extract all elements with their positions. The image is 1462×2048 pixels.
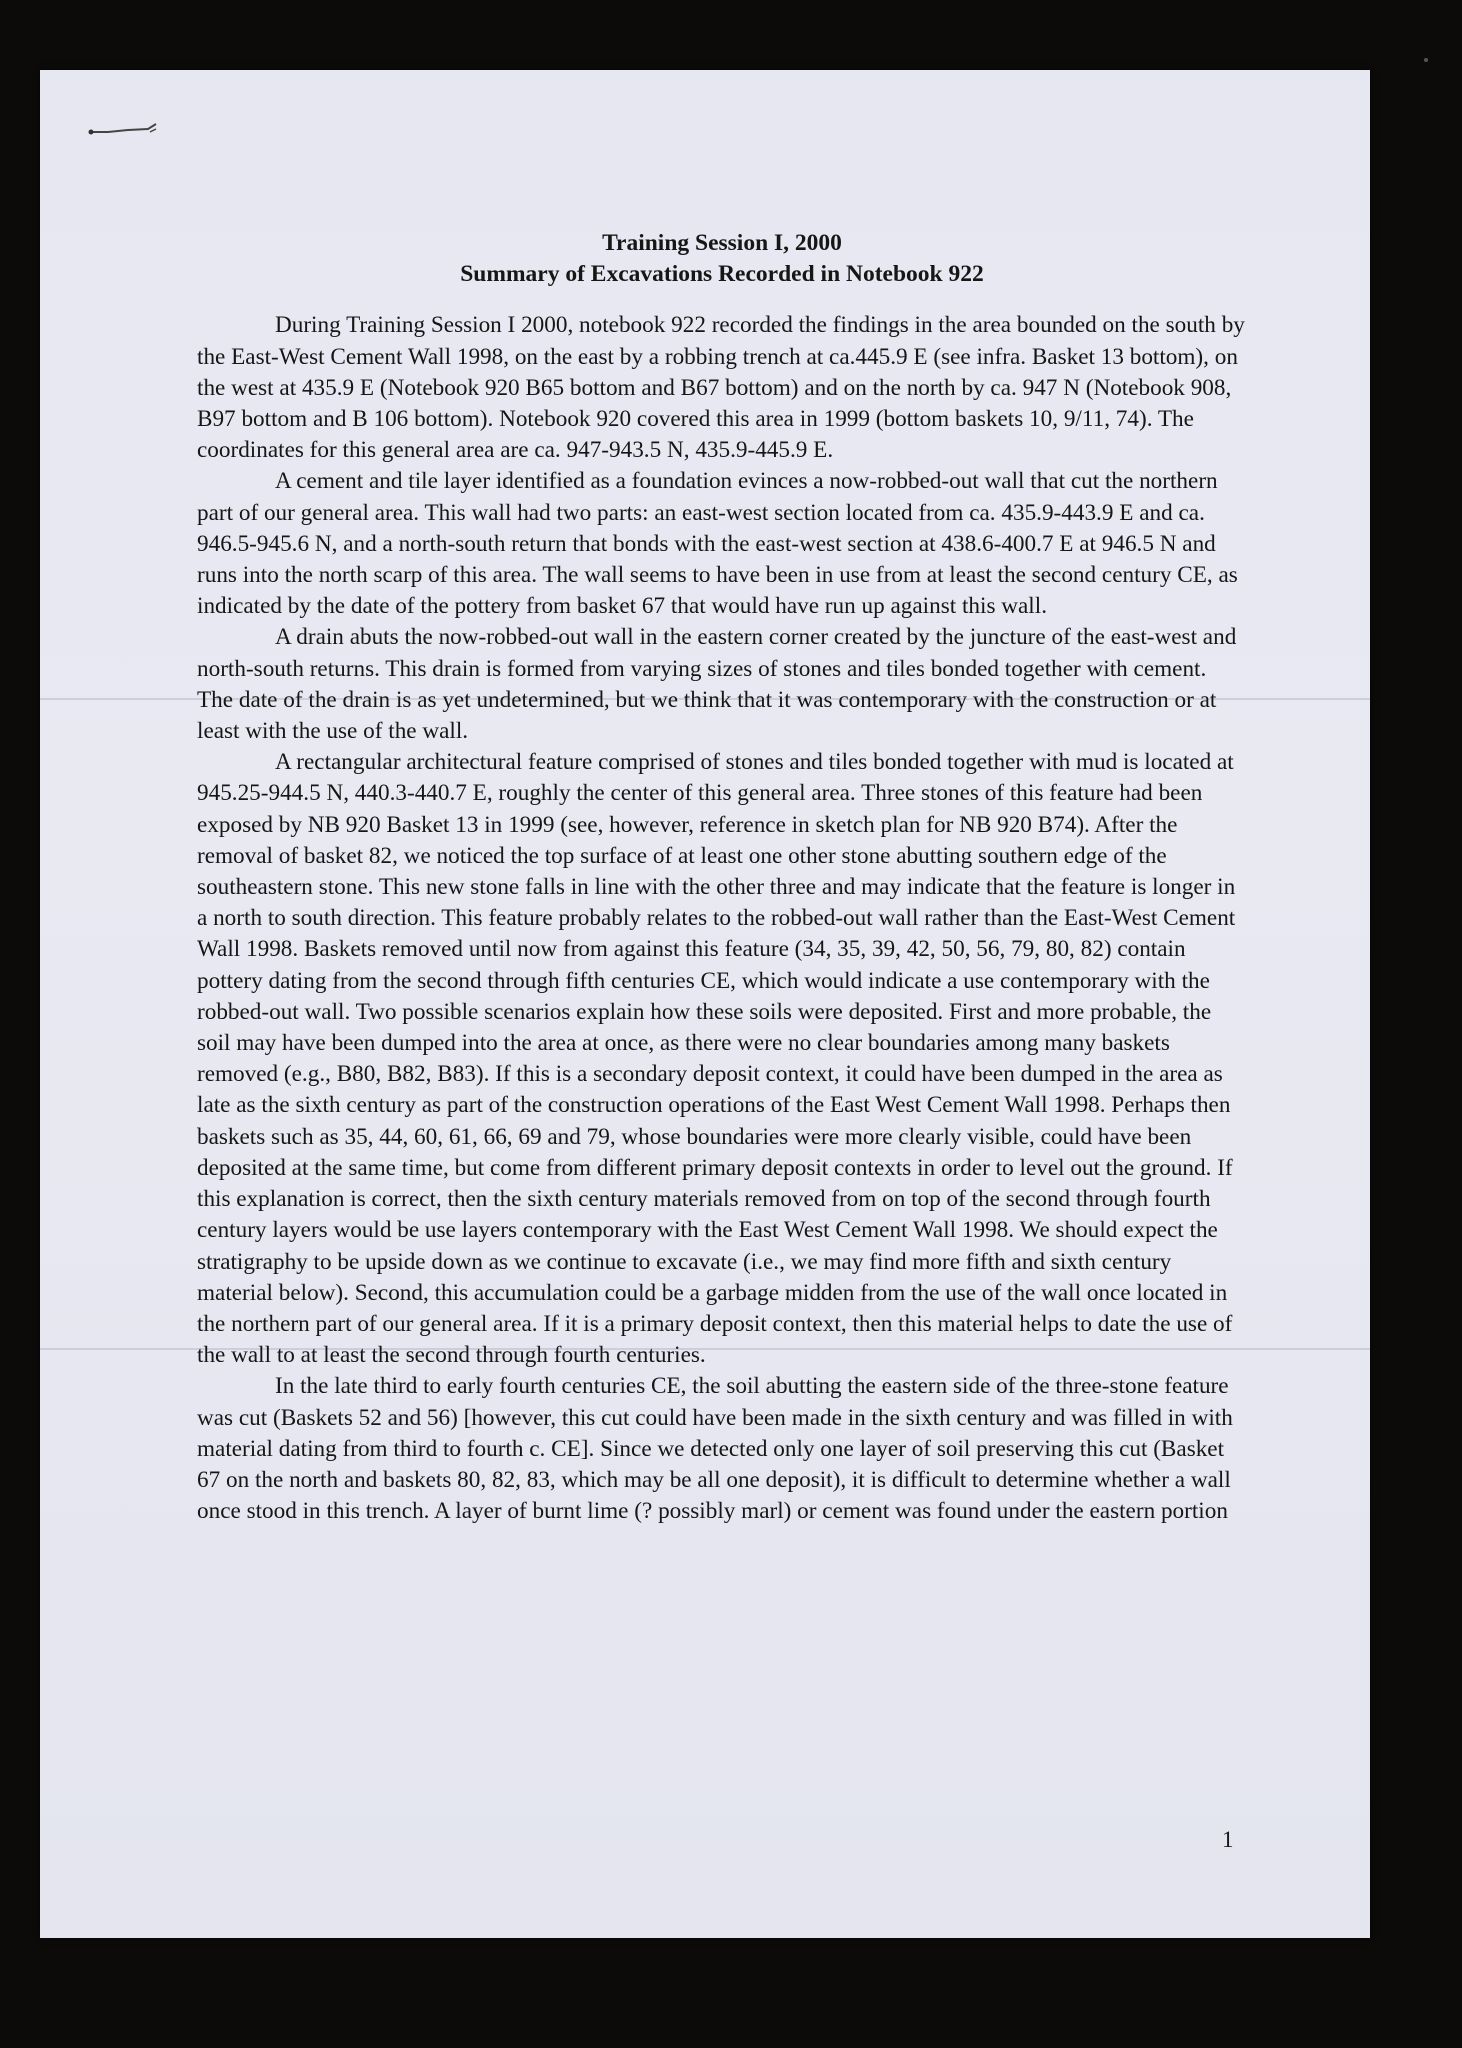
paragraph: During Training Session I 2000, notebook 922 recorded the findings in the area bounded on the south by the East-West Cement Wall 1998, on the east by a robbing trench at ca.445.9 E (see infra. Basket 13 bottom), on the west at 435.9 E (Notebook 920 B65 bottom and B67 bottom) and on the north by ca. 947 N (Notebook 908, B97 bottom and B 106 bottom). Notebook 920 covered this area in 1999 (bottom baskets 10, 9/11, 74). The coordinates for this general area are ca. 947-943.5 N, 435.9-445.9 E. — [197, 312, 1245, 464]
pencil-mark — [88, 120, 160, 138]
page-number: 1 — [1222, 1827, 1234, 1852]
speck — [1424, 58, 1428, 62]
paragraph: In the late third to early fourth centuries CE, the soil abutting the eastern side of the three-stone feature was cut (Baskets 52 and 56) [however, this cut could have been made in the sixth century and was filled in with material dating from third to fourth c. CE]. Since we detected only one layer of soil preserving this cut (Basket 67 on the north and baskets 80, 82, 83, which may be all one deposit), it is difficult to determine whether a wall once stood in this trench. A layer of burnt lime (? possibly marl) or cement was found under the eastern portion — [197, 1373, 1233, 1525]
title-line-1: Training Session I, 2000 — [602, 230, 842, 256]
document-body — [197, 228, 1247, 1527]
paragraph: A rectangular architectural feature comprised of stones and tiles bonded together with mud is located at 945.25-944.5 N, 440.3-440.7 E, roughly the center of this general area. Three stones of this feature had been exposed by NB 920 Basket 13 in 1999 (see, however, reference in sketch plan for NB 920 B74). After the removal of basket 82, we noticed the top surface of at least one other stone abutting southern edge of the southeastern stone. This new stone falls in line with the other three and may indicate that the feature is longer in a north to south direction. This feature probably relates to the robbed-out wall rather than the East-West Cement Wall 1998. Baskets removed until now from against this feature (34, 35, 39, 42, 50, 56, 79, 80, 82) contain pottery dating from the second through fifth centuries CE, which would indicate a use contemporary with the robbed-out wall. Two possible scenarios explain how these soils were deposited. First and more probable, the soil may have been dumped into the area at once, as there were no clear boundaries among many baskets removed (e.g., B80, B82, B83). If this is a secondary deposit context, it could have been dumped in the area as late as the sixth century as part of the construction operations of the East West Cement Wall 1998. Perhaps then baskets such as 35, 44, 60, 61, 66, 69 and 79, whose boundaries were more clearly visible, could have been deposited at the same time, but come from different primary deposit contexts in order to level out the ground. If this explanation is correct, then the sixth century materials removed from on top of the second through fourth century layers would be use layers contemporary with the East West Cement Wall 1998. We should expect the stratigraphy to be upside down as we continue to excavate (i.e., we may find more fifth and sixth century material below). Second, this accumulation could be a garbage midden from the use of the wall once located in the northern part of our general area. If it is a primary deposit context, then this material helps to date the use of the wall to at least the second through fourth centuries. — [197, 749, 1236, 1369]
title-line-2: Summary of Excavations Recorded in Notebook 922 — [460, 261, 984, 288]
paragraph: A cement and tile layer identified as a foundation evinces a now-robbed-out wall that cut the northern part of our general area. This wall had two parts: an east-west section located from ca. 435.9-443.9 E and ca. 946.5-945.6 N, and a north-south return that bonds with the east-west section at 438.6-400.7 E at 946.5 N and runs into the north scarp of this area. The wall seems to have been in use from at least the second century CE, as indicated by the date of the pottery from basket 67 that would have run up against this wall. — [197, 468, 1238, 620]
document-title — [197, 228, 1247, 290]
paragraph: A drain abuts the now-robbed-out wall in the eastern corner created by the juncture of the east-west and north-south returns. This drain is formed from varying sizes of stones and tiles bonded together with cement. The date of the drain is as yet undetermined, but we think that it was contemporary with the construction or at least with the use of the wall. — [197, 624, 1237, 745]
document-page — [40, 70, 1370, 1938]
